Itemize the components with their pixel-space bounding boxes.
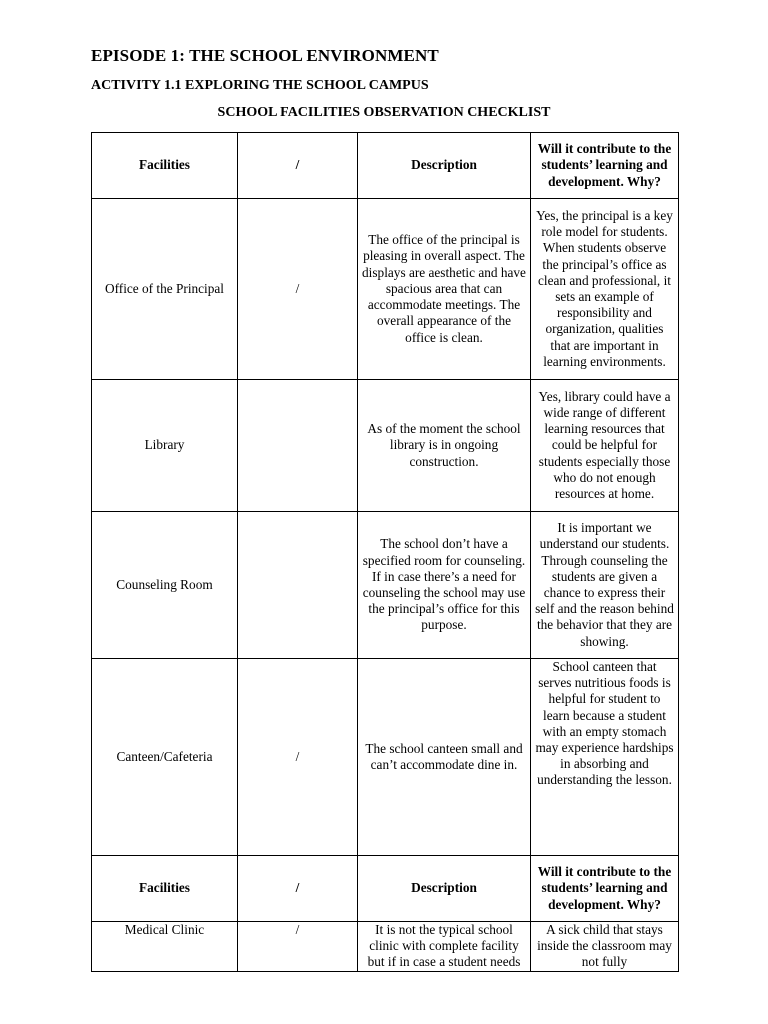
description-cell: The school don’t have a specified room for counseling. If in case there’s a need for counseling the school may use the principal’s office for this purpose. — [358, 512, 531, 659]
header-check: / — [238, 133, 358, 199]
episode-title: EPISODE 1: THE SCHOOL ENVIRONMENT — [91, 46, 439, 65]
description-cell: The office of the principal is pleasing in overall aspect. The displays are aesthetic and have spacious area that can accommodate meetings. The overall appearance of the office is clean. — [358, 199, 531, 380]
description-cell: The school canteen small and can’t accommodate dine in. — [358, 659, 531, 856]
table-row — [92, 380, 679, 512]
table-header-row-repeat — [92, 856, 679, 922]
facility-cell: Counseling Room — [92, 512, 238, 659]
description-cell: It is not the typical school clinic with complete facility but if in case a student needs — [358, 922, 531, 972]
check-cell: / — [238, 199, 358, 380]
check-cell: / — [238, 659, 358, 856]
header-contribute: Will it contribute to the students’ learning and development. Why? — [531, 856, 679, 922]
facility-cell: Office of the Principal — [92, 199, 238, 380]
table-row — [92, 659, 679, 856]
facility-cell: Medical Clinic — [92, 922, 238, 972]
header-description: Description — [358, 856, 531, 922]
header-facilities: Facilities — [92, 133, 238, 199]
activity-title: ACTIVITY 1.1 EXPLORING THE SCHOOL CAMPUS — [91, 78, 429, 93]
contribute-cell: Yes, library could have a wide range of different learning resources that could be helpful for students especially those who do not enough resources at home. — [531, 380, 679, 512]
check-cell — [238, 512, 358, 659]
contribute-cell: It is important we understand our students. Through counseling the students are given a chance to express their self and the reason behind the behavior that they are showing. — [531, 512, 679, 659]
facility-cell: Canteen/Cafeteria — [92, 659, 238, 856]
table-row — [92, 199, 679, 380]
description-cell: As of the moment the school library is in ongoing construction. — [358, 380, 531, 512]
header-facilities: Facilities — [92, 856, 238, 922]
facility-cell: Library — [92, 380, 238, 512]
contribute-cell: Yes, the principal is a key role model for students. When students observe the principal’s office as clean and professional, it sets an example of responsibility and organization, qualities that are important in learning environments. — [531, 199, 679, 380]
facilities-checklist-table — [91, 132, 679, 972]
check-cell: / — [238, 922, 358, 972]
table-header-row — [92, 133, 679, 199]
contribute-cell: School canteen that serves nutritious foods is helpful for student to learn because a student with an empty stomach may experience hardships in absorbing and understanding the lesson. — [531, 659, 679, 856]
header-check: / — [238, 856, 358, 922]
header-contribute: Will it contribute to the students’ learning and development. Why? — [531, 133, 679, 199]
checklist-title: SCHOOL FACILITIES OBSERVATION CHECKLIST — [217, 105, 551, 120]
table-row — [92, 922, 679, 972]
table-row — [92, 512, 679, 659]
contribute-cell: A sick child that stays inside the classroom may not fully — [531, 922, 679, 972]
header-description: Description — [358, 133, 531, 199]
check-cell — [238, 380, 358, 512]
